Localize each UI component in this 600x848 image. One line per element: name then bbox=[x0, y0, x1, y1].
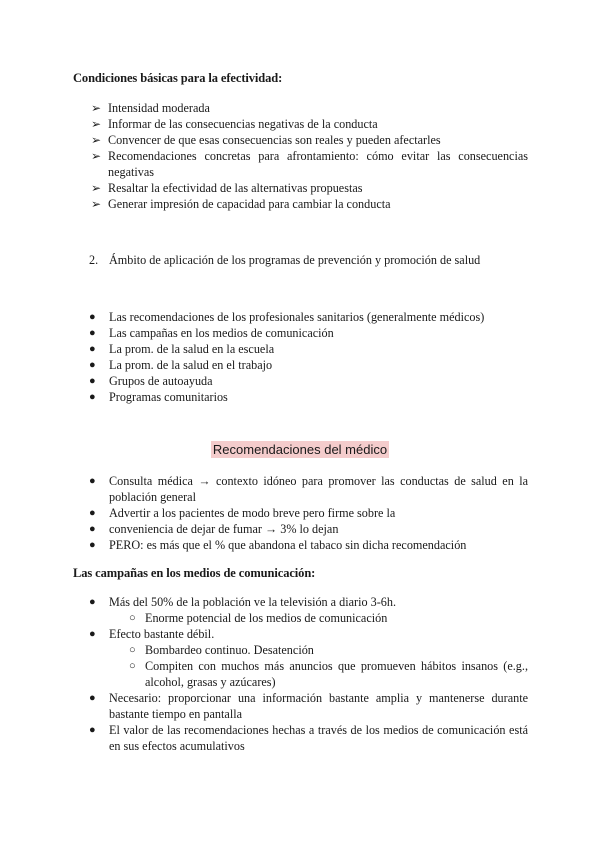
arrow-bullet-icon: ➢ bbox=[91, 197, 102, 211]
bullet-icon: ● bbox=[89, 359, 96, 371]
list-item: ● Grupos de autoayuda bbox=[89, 374, 213, 388]
sub-list-item: ○ Bombardeo continuo. Desatención bbox=[129, 643, 314, 657]
circle-bullet-icon: ○ bbox=[129, 644, 136, 656]
bullet-icon: ● bbox=[89, 391, 96, 403]
list-item: ● Las campañas en los medios de comunicación bbox=[89, 326, 334, 340]
bullet-icon: ● bbox=[89, 523, 96, 535]
list-item: ● Efecto bastante débil. bbox=[89, 627, 215, 641]
list-item: ➢ Informar de las consecuencias negativas de la conducta bbox=[91, 117, 378, 131]
sub-list-item: ○ Compiten con muchos más anuncios que promueven hábitos insanos (e.g., alcohol, grasas y azúcares) bbox=[129, 659, 528, 689]
bullet-icon: ● bbox=[89, 628, 96, 640]
list-item: ➢ Resaltar la efectividad de las alternativas propuestas bbox=[91, 181, 363, 195]
list-item: ➢ Generar impresión de capacidad para cambiar la conducta bbox=[91, 197, 391, 211]
section-title: Recomendaciones del médico bbox=[212, 442, 388, 457]
list-item: ➢ Convencer de que esas consecuencias son reales y pueden afectarles bbox=[91, 133, 441, 147]
bullet-icon: ● bbox=[89, 539, 96, 551]
arrow-bullet-icon: ➢ bbox=[91, 101, 102, 115]
media-heading: Las campañas en los medios de comunicación: bbox=[73, 566, 316, 580]
bullet-icon: ● bbox=[89, 327, 96, 339]
list-item: ● El valor de las recomendaciones hechas a través de los medios de comunicación está en sus efectos acumulativos bbox=[89, 723, 528, 753]
arrow-bullet-icon: ➢ bbox=[91, 117, 102, 131]
list-item: ➢ Intensidad moderada bbox=[91, 101, 210, 115]
bullet-icon: ● bbox=[89, 375, 96, 387]
list-item: ● Advertir a los pacientes de modo breve pero firme sobre la bbox=[89, 506, 396, 520]
list-item: ● Programas comunitarios bbox=[89, 390, 228, 404]
list-item: ● La prom. de la salud en la escuela bbox=[89, 342, 275, 356]
list-item: ➢ Recomendaciones concretas para afrontamiento: cómo evitar las consecuencias negativas bbox=[91, 149, 528, 179]
circle-bullet-icon: ○ bbox=[129, 660, 136, 672]
sub-list-item: ○ Enorme potencial de los medios de comunicación bbox=[129, 611, 388, 625]
bullet-icon: ● bbox=[89, 724, 96, 736]
bullet-icon: ● bbox=[89, 596, 96, 608]
list-item: ● Las recomendaciones de los profesionales sanitarios (generalmente médicos) bbox=[89, 310, 485, 324]
arrow-bullet-icon: ➢ bbox=[91, 181, 102, 195]
conditions-heading: Condiciones básicas para la efectividad: bbox=[73, 71, 283, 85]
list-item: ● La prom. de la salud en el trabajo bbox=[89, 358, 273, 372]
arrow-bullet-icon: ➢ bbox=[91, 149, 102, 163]
bullet-icon: ● bbox=[89, 692, 96, 704]
bullet-icon: ● bbox=[89, 507, 96, 519]
bullet-icon: ● bbox=[89, 343, 96, 355]
list-item: ● Consulta médica → contexto idóneo para promover las conductas de salud en la población general bbox=[89, 474, 528, 504]
numbered-item: 2. Ámbito de aplicación de los programas de prevención y promoción de salud bbox=[89, 253, 481, 267]
arrow-bullet-icon: ➢ bbox=[91, 133, 102, 147]
list-item: ● conveniencia de dejar de fumar → 3% lo dejan bbox=[89, 522, 339, 536]
bullet-icon: ● bbox=[89, 311, 96, 323]
list-item: ● PERO: es más que el % que abandona el tabaco sin dicha recomendación bbox=[89, 538, 467, 552]
list-item: ● Más del 50% de la población ve la televisión a diario 3-6h. bbox=[89, 595, 397, 609]
list-item: ● Necesario: proporcionar una información bastante amplia y mantenerse durante bastante tiempo en pantalla bbox=[89, 691, 528, 721]
circle-bullet-icon: ○ bbox=[129, 612, 136, 624]
bullet-icon: ● bbox=[89, 475, 96, 487]
